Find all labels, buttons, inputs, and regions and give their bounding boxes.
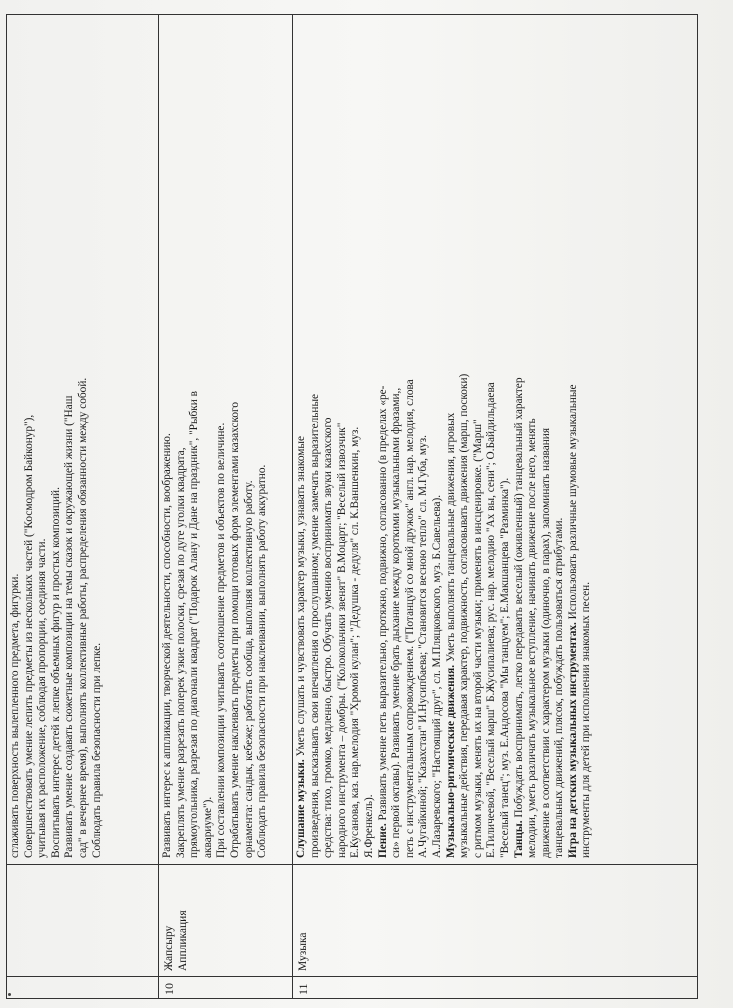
text-line: с ритмом музыки, менять их на второй части музыки; применять в инсценировке. ("Марш"	[471, 419, 484, 858]
text-line: Соблюдать правила безопасности при лепке.	[90, 642, 103, 858]
singing-first-line	[377, 21, 391, 858]
text-line: си» первой октавы). Развивать умение брать дыхание между короткими музыкальными фразами,,	[390, 387, 403, 858]
dance-first-line	[513, 21, 527, 858]
text-line: Совершенствовать умение лепить предметы из нескольких частей ("Космодром Байконур"),	[22, 414, 35, 858]
text-line: Е.Кусанова, каз. нар.мелодия "Хромой кулан"; "Дедушка - дедуля" сл. К.Ваншенкин, муз.	[349, 426, 362, 858]
text-line: Развивать умение создавать сюжетные композиции на темы сказок и окружающей жизни ("Наш	[63, 395, 76, 858]
instruments-text: Использовать различные шумовые музыкальные	[566, 384, 579, 623]
text-line: При составлении композиции учитывать соотношение предметов и объектов по величине.	[215, 422, 228, 858]
table-row-applique	[159, 15, 293, 998]
text-line: орнамента: сандык, кебеже; работать сообща, выполняя коллективную работу.	[242, 480, 255, 858]
scan-speck	[8, 993, 11, 996]
text-line: сад" в вечернее время), выполнять коллективные работы, распределения обязанности между собой.	[76, 377, 89, 858]
row-number-cell	[7, 976, 158, 998]
row-number: 10	[162, 983, 176, 995]
subject-cell	[293, 864, 697, 976]
text-line: Развивать интерес к аппликации, творческой деятельности, способности, воображению.	[161, 433, 173, 858]
listening-text: Уметь слушать и чувствовать характер музыки, узнавать знакомые	[295, 435, 307, 760]
singing-text: Развивать умение петь выразительно, протяжно, подвижно, согласованно (в пределах «ре-	[376, 385, 389, 824]
text-line: движение в соответствии с характером музыки (одиночно, в парах), запоминать названия	[539, 427, 552, 858]
table-row-music	[293, 15, 697, 998]
subject-cell	[159, 864, 292, 976]
text-line: прямоугольника, разрезая по диагонали квадрат ("Подарок Алану и Дане на праздник", "Рыбки в	[188, 391, 201, 858]
text-line: средства: тихо, громко, медленно, быстро. Обучать умению воспринимать звуки казахского	[322, 417, 335, 858]
text-line: учитывая их расположение, соблюдая пропорции, соединяя части.	[36, 538, 49, 858]
text-line: народного инструмента – домбры. ("Колокольчики звенят" В.Моцарт; "Веселый извозчик"	[335, 422, 348, 858]
subject-name: Музыка	[297, 932, 309, 971]
text-line: танцевальных движений, плясок, побуждать пользоваться атрибутами.	[553, 517, 566, 858]
text-line: А.Лазаревского; "Настоящий друг", сл. М.Пляцковского, муз. Б.Савельева).	[430, 494, 443, 858]
subject-kazakh: Жапсыру	[163, 925, 175, 971]
singing-heading: Пение.	[376, 823, 389, 858]
content-cell	[159, 15, 292, 864]
listening-first-line	[295, 21, 309, 858]
instruments-heading: Игра на детских музыкальных инструментах.	[566, 622, 579, 858]
row-number-cell	[293, 976, 697, 998]
text-line: музыкальные действия, передавая характер, подвижность, согласовывать движения (марш, поскоки)	[458, 373, 471, 858]
row-number-cell	[159, 976, 292, 998]
table-row-modelling	[7, 15, 159, 998]
dance-text: Побуждать воспринимать, легко передавать веселый (оживленный) танцевальный характер	[512, 377, 525, 821]
text-line: петь с инструментальным сопровождением. ("Потанцуй со мной дружок" англ. нар. мелодия, слова	[403, 379, 416, 858]
rhythm-text: Уметь выполнять танцевальные движения, игровых	[444, 412, 457, 665]
text-line: инструменты для детей при исполнении знакомых песен.	[580, 581, 593, 858]
text-line: сглаживать поверхность вылепленного предмета, фигурки.	[9, 573, 21, 858]
rhythm-heading: Музыкально-ритмические движения.	[444, 664, 457, 858]
text-line: аквариуме").	[201, 796, 214, 858]
dance-heading: Танцы.	[512, 820, 525, 858]
text-line: произведения, высказывать свои впечатления о прослушанном; умение замечать выразительные	[308, 393, 321, 858]
listening-heading: Слушание музыки.	[295, 759, 307, 858]
text-line: Отрабатывать умение наклеивать предметы при помощи готовых форм элементами казахского	[228, 401, 241, 858]
content-cell	[7, 15, 158, 864]
text-line: А.Чугайкиной; "Казахстан" И.Нусипбаева; "Становится весною тепло" сл. М.Губа, муз.	[417, 435, 430, 858]
rhythm-first-line	[445, 21, 459, 858]
text-line: Воспитывать интерес детей к лепке объемных фигур и простых композиций.	[49, 487, 62, 858]
content-cell	[293, 15, 697, 864]
curriculum-table	[6, 14, 698, 999]
row-number: 11	[296, 983, 310, 995]
text-line: Я.Френкель).	[362, 794, 375, 858]
instruments-first-line	[567, 21, 581, 858]
text-line: Е.Тиличеевой, "Веселый марш" Б.Жусипалиева; рус. нар. мелодию "Ах вы, сени"; О.Байдильдаева	[485, 382, 498, 858]
text-line: "Веселый танец"; муз. Е.Андосова "Мы танцуем"; Е.Макшанцева "Разминка").	[498, 477, 511, 858]
text-line: Закреплять умение разрезать поперек узкие полоски, срезая по дуге уголки квадрата,	[174, 447, 187, 858]
subject-cell	[7, 864, 158, 976]
text-line: мелодии, уметь различать музыкальное вступление, начинать движение после него, менять	[526, 418, 539, 858]
text-line: Соблюдать правила безопасности при наклеивании, выполнять работу аккуратно.	[256, 464, 269, 858]
subject-russian: Аппликация	[177, 910, 189, 971]
